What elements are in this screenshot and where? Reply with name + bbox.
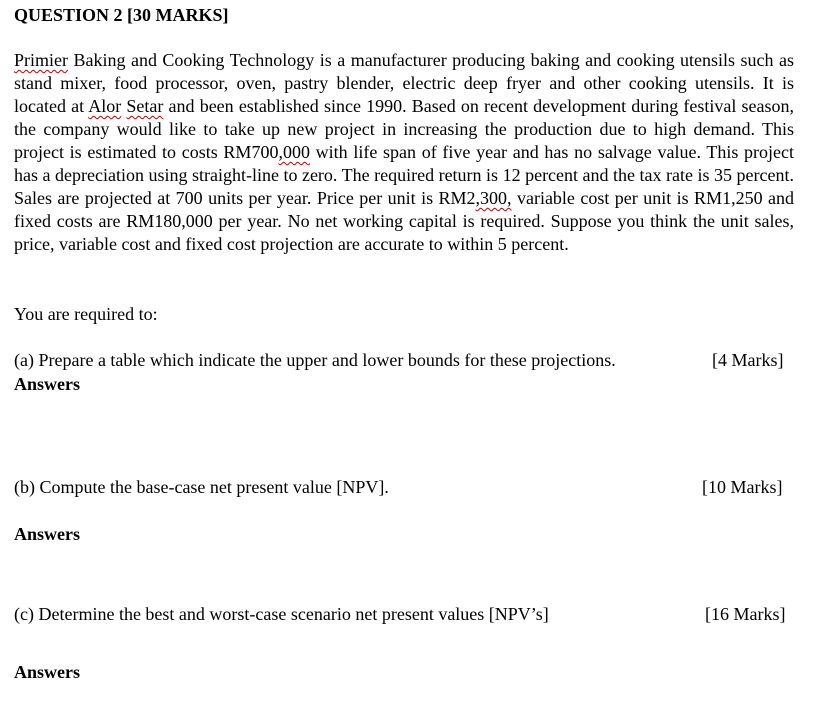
question-paragraph <box>14 49 794 256</box>
part-b-answers-label: Answers <box>14 524 80 544</box>
paragraph-text: and been established since 1990. Based on recent development during festival season, the company would like to take up new project in increasing the production due to high demand. This project is estimated to costs RM700 <box>14 96 795 162</box>
question-heading: QUESTION 2 [30 MARKS] <box>14 5 229 25</box>
paragraph-text: with life span of five year and has no salvage value. This project has a depreciation using straight-line to zero. The required return is 12 percent and the tax rate is 35 percent. Sales are projected at 700 units per year. Price per unit is RM2 <box>14 142 794 208</box>
spellcheck-word: Primier <box>14 50 68 70</box>
spellcheck-word: ,300, <box>475 188 512 208</box>
spellcheck-word: ,000 <box>278 142 310 162</box>
part-c-marks: [16 Marks] <box>705 604 786 624</box>
spellcheck-word: Setar <box>126 96 164 116</box>
part-b-question: (b) Compute the base-case net present value [NPV]. <box>14 477 389 497</box>
part-b-marks: [10 Marks] <box>702 477 783 497</box>
paragraph-text: Baking and Cooking Technology is a manufacturer producing baking and cooking utensils such as stand mixer, food processor, oven, pastry blender, electric deep fryer and other cooking utensils. It is located at <box>14 50 794 116</box>
part-c-answers-label: Answers <box>14 662 80 682</box>
part-a-question: (a) Prepare a table which indicate the upper and lower bounds for these projections. <box>14 350 616 370</box>
paragraph-text: variable cost per unit is RM1,250 and fixed costs are RM180,000 per year. No net working capital is required. Suppose you think the unit sales, price, variable cost and fixed cost projection are accurate to within 5 percent. <box>14 188 794 254</box>
part-c-question: (c) Determine the best and worst-case scenario net present values [NPV’s] <box>14 604 549 624</box>
part-a-answers-label: Answers <box>14 374 80 394</box>
spellcheck-word: Alor <box>88 96 122 116</box>
instruction-text: You are required to: <box>14 304 158 324</box>
part-a-marks: [4 Marks] <box>712 350 784 370</box>
